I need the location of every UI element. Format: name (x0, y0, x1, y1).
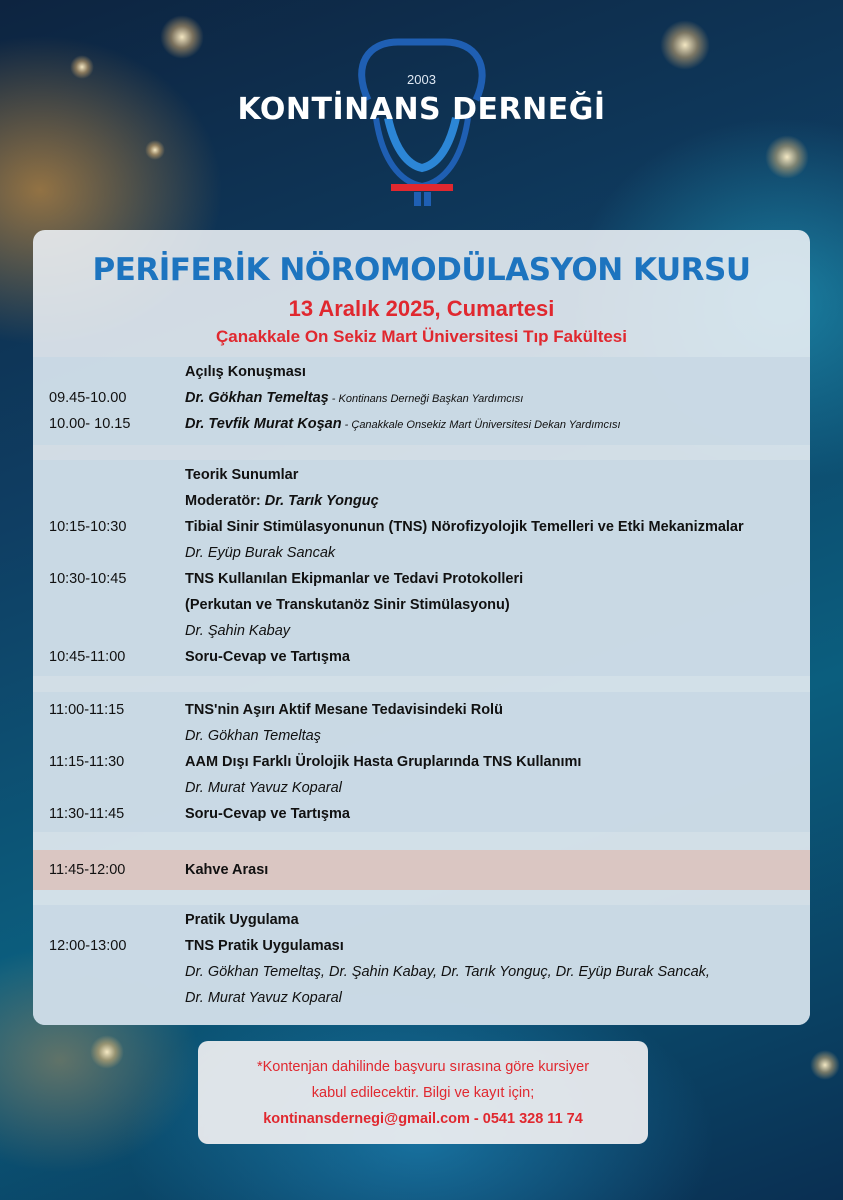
schedule-row (33, 488, 810, 514)
talk-title: Soru-Cevap ve Tartışma (185, 649, 350, 665)
light-glow (90, 1035, 124, 1069)
logo (0, 0, 843, 220)
session-clinical (33, 692, 810, 832)
schedule-row (33, 644, 810, 670)
schedule-row (33, 857, 810, 883)
schedule-row (33, 907, 810, 933)
speaker-name: Dr. Gökhan Temeltaş, Dr. Şahin Kabay, Dr. Tarık Yonguç, Dr. Eyüp Burak Sancak, (185, 964, 710, 980)
schedule-row (33, 514, 810, 540)
schedule-row (33, 933, 810, 959)
schedule-row (33, 723, 810, 749)
session-heading: Pratik Uygulama (185, 912, 299, 928)
schedule-row (33, 462, 810, 488)
speaker-name: Dr. Murat Yavuz Koparal (185, 990, 342, 1006)
time-slot: 11:00-11:15 (49, 702, 125, 718)
talk-title: Tibial Sinir Stimülasyonunun (TNS) Nörofizyolojik Temelleri ve Etki Mekanizmalar (185, 519, 744, 535)
time-slot: 09.45-10.00 (49, 390, 127, 406)
light-glow (810, 1050, 840, 1080)
schedule-row (33, 697, 810, 723)
speaker-name: Dr. Gökhan Temeltaş (185, 390, 329, 406)
speaker-name: Dr. Eyüp Burak Sancak (185, 545, 336, 561)
speaker-name: Dr. Tevfik Murat Koşan (185, 416, 342, 432)
program-panel (33, 230, 810, 1025)
session-heading: Açılış Konuşması (185, 364, 306, 380)
moderator-name: Dr. Tarık Yonguç (264, 493, 379, 509)
speaker-name: Dr. Murat Yavuz Koparal (185, 780, 342, 796)
contact-email-phone[interactable]: kontinansdernegi@gmail.com - 0541 328 11 74 (263, 1111, 583, 1127)
contact-note: *Kontenjan dahilinde başvuru sırasına göre kursiyer (256, 1059, 590, 1075)
course-date: 13 Aralık 2025, Cumartesi (288, 296, 555, 321)
time-slot: 10:30-10:45 (49, 571, 127, 587)
talk-title: TNS'nin Aşırı Aktif Mesane Tedavisindeki Rolü (185, 702, 503, 718)
logo-year: 2003 (407, 72, 436, 87)
schedule-row (33, 359, 810, 385)
talk-title: Soru-Cevap ve Tartışma (185, 806, 350, 822)
schedule-row (33, 592, 810, 618)
course-venue: Çanakkale On Sekiz Mart Üniversitesi Tıp Fakültesi (216, 327, 627, 346)
contact-box (198, 1041, 648, 1144)
course-title: PERİFERİK NÖROMODÜLASYON KURSU (92, 252, 751, 288)
time-slot: 11:30-11:45 (49, 806, 125, 822)
speaker-name: Dr. Gökhan Temeltaş (185, 728, 321, 744)
schedule-row (33, 959, 810, 985)
speaker-role: - Çanakkale Onsekiz Mart Üniversitesi Dekan Yardımcısı (341, 419, 621, 431)
moderator-label: Moderatör: (185, 493, 265, 509)
time-slot: 10:15-10:30 (49, 519, 127, 535)
schedule-row (33, 385, 810, 411)
time-slot: 10:45-11:00 (49, 649, 126, 665)
speaker-role: - Kontinans Derneği Başkan Yardımcısı (328, 393, 524, 405)
schedule-row (33, 801, 810, 827)
session-practical (33, 905, 810, 1025)
schedule-row (33, 540, 810, 566)
schedule-row (33, 618, 810, 644)
talk-title: TNS Pratik Uygulaması (185, 938, 344, 954)
schedule-row (33, 566, 810, 592)
time-slot: 10.00- 10.15 (49, 416, 131, 432)
logo-title: KONTİNANS DERNEĞİ (237, 92, 606, 127)
schedule-row (33, 775, 810, 801)
session-opening (33, 357, 810, 445)
schedule-row (33, 985, 810, 1011)
time-slot: 12:00-13:00 (49, 938, 127, 954)
session-heading: Teorik Sunumlar (185, 467, 299, 483)
time-slot: 11:15-11:30 (49, 754, 125, 770)
contact-note: kabul edilecektir. Bilgi ve kayıt için; (311, 1085, 535, 1101)
talk-title: AAM Dışı Farklı Ürolojik Hasta Gruplarında TNS Kullanımı (185, 754, 582, 770)
talk-title: TNS Kullanılan Ekipmanlar ve Tedavi Protokolleri (185, 571, 524, 587)
time-slot: 11:45-12:00 (49, 862, 126, 878)
session-theory (33, 460, 810, 676)
session-coffee-break (33, 850, 810, 890)
talk-subtitle: (Perkutan ve Transkutanöz Sinir Stimülasyonu) (185, 597, 510, 613)
speaker-name: Dr. Şahin Kabay (185, 623, 291, 639)
talk-title: Kahve Arası (185, 862, 269, 878)
schedule-row (33, 411, 810, 437)
schedule-row (33, 749, 810, 775)
